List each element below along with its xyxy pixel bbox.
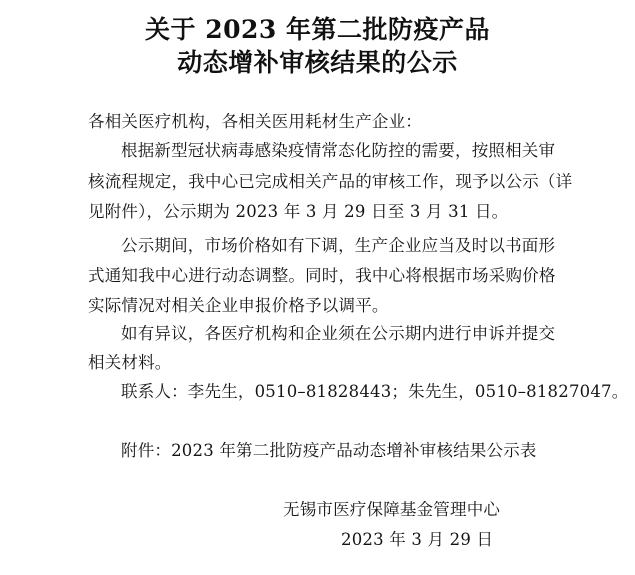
signature-organization: 无锡市医疗保障基金管理中心 — [283, 500, 501, 519]
paragraph2-line1: 公示期间，市场价格如有下调，生产企业应当及时以书面形 — [121, 236, 556, 255]
paragraph2-line3: 实际情况对相关企业申报价格予以调平。 — [88, 296, 389, 315]
attachment-note: 附件：2023 年第二批防疫产品动态增补审核结果公示表 — [121, 441, 537, 460]
paragraph2-line2: 式通知我中心进行动态调整。同时，我中心将根据市场采购价格 — [88, 266, 556, 285]
paragraph3-line2: 相关材料。 — [88, 353, 172, 372]
paragraph1-line2: 核流程规定，我中心已完成相关产品的审核工作，现予以公示（详 — [88, 172, 573, 191]
salutation: 各相关医疗机构，各相关医用耗材生产企业： — [88, 112, 422, 131]
paragraph1-line1: 根据新型冠状病毒感染疫情常态化防控的需要，按照相关审 — [121, 141, 556, 160]
document-title-line1: 关于 2023 年第二批防疫产品 — [145, 15, 490, 44]
paragraph3-line1: 如有异议，各医疗机构和企业须在公示期内进行申诉并提交 — [121, 324, 556, 343]
document-title-line2: 动态增补审核结果的公示 — [177, 48, 458, 77]
paragraph1-line3: 见附件），公示期为 2023 年 3 月 29 日至 3 月 31 日。 — [88, 202, 509, 221]
contact-info: 联系人：李先生，0510–81828443；朱先生，0510–81827047。 — [121, 382, 629, 401]
signature-date: 2023 年 3 月 29 日 — [341, 530, 494, 549]
